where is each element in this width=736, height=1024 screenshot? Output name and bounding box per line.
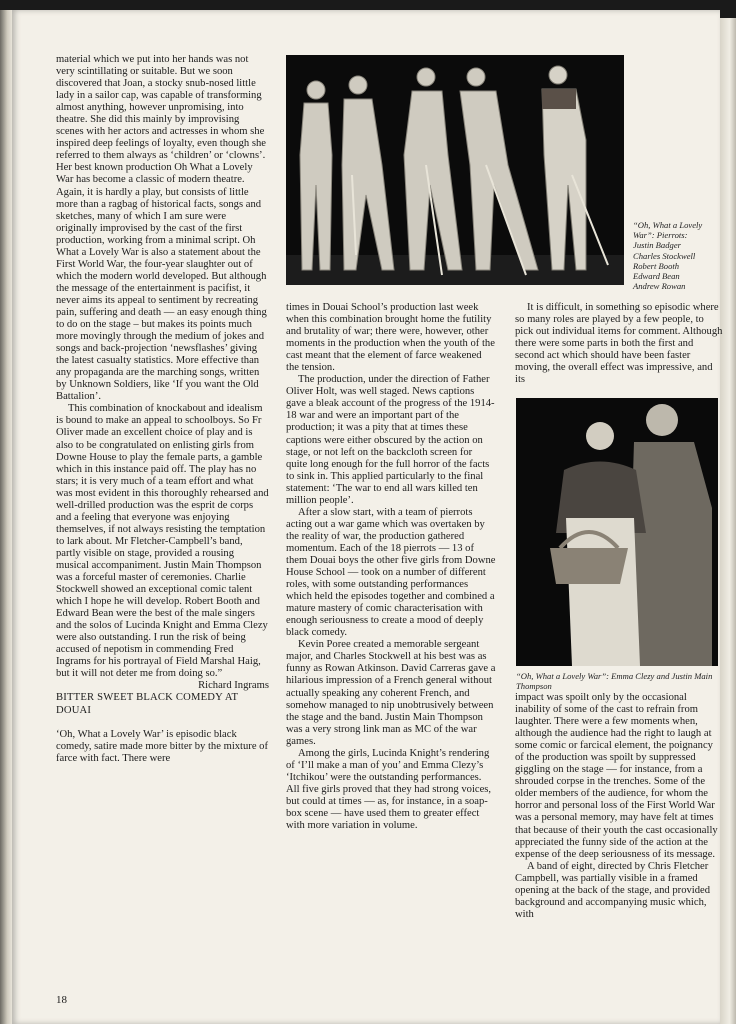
caption-line: Edward Bean [633,271,680,282]
binding-shadow [0,10,12,1024]
caption-line: “Oh, What a Lovely [633,220,703,230]
pierrots-illustration [286,55,624,285]
author-signature: Richard Ingrams [198,680,269,692]
paragraph: This combination of knockabout and idealism is bound to make an appeal to schoolboys. So Fr Oliver made an excellent choice of play and is also to be congratulated on enlisting girls from Downe House to play the female parts, a gamble which in this instance paid off. The play has no stars; it is very much of a team effort and what was most evident in this thoroughly rehearsed and well-drilled production was the esprit de corps and a feeling that everyone was enjoying themselves, if not always resisting the temptation to lark about. Mr Fletcher-Campbell’s band, partly visible on stage, provided a rousing musical accompaniment. Justin Main Thompson was a forceful master of ceremonies. Charlie Stockwell showed an exceptional comic talent which I hope he will develop. Robert Booth and Edward Bean were the best of the male singers and the solos of Lucinda Knight and Emma Clezy were also outstanding. I run the risk of being accused of nepotism in commending Fred Ingrams for his portrayal of Field Marshal Haig, but it will not deter me from doing so.” [56,403,269,680]
photo-caption-pierrots [633,220,719,291]
paragraph: ‘Oh, What a Lovely War’ is episodic black comedy, satire made more bitter by the mixture of farce with fact. There were [56,728,268,764]
couple-illustration [516,398,718,666]
photo-caption-emma-justin: “Oh, What a Lovely War”: Emma Clezy and Justin Main Thompson [516,671,713,692]
column-3-top [515,302,723,386]
caption-line: Andrew Rowan [633,281,686,292]
paragraph: Kevin Poree created a memorable sergeant major, and Charles Stockwell at his best was as funny as Rowan Atkinson. David Carreras gave a hilarious impression of a French general without actually speaking any coherent French, and somehow managed to nip unobtrusively between the stage and the band. Justin Main Thompson was a very strong link man as MC of the war games. [286,639,496,747]
paragraph: It is difficult, in something so episodic where so many roles are played by a few people, to pick out individual items for comment. Although there were some parts in both the first and second act which should have been faster moving, the overall effect was impressive, and its [515,302,723,386]
paragraph: A band of eight, directed by Chris Fletcher Campbell, was partially visible in a framed opening at the back of the stage, and provided background and accompanying music which, with [515,860,711,920]
column-2 [286,302,496,832]
paragraph: After a slow start, with a team of pierrots acting out a war game which was overtaken by the reality of war, the production gathered momentum. Each of the 18 pierrots — 13 of them Douai boys the other five girls from Downe House School — took on a number of different roles, with some outstanding performances which held the episodes together and combined a mature mastery of comic characterisation with enough seriousness to create a mood of deeply black comedy. [286,506,496,639]
photo-pierrots [286,55,624,285]
paragraph: The production, under the direction of Father Oliver Holt, was well staged. News captions gave a bleak account of the progress of the 1914-18 war and were an important part of the production; it was a pity that at times these captions were either obscured by the action on stage, or not left on the backcloth screen for quite long enough for the full horror of the facts to sink in. This applied particularly to the final statement: ‘The war to end all wars killed ten million people’. [286,374,495,506]
photo-emma-justin [516,398,718,666]
column-3-bottom [515,692,723,921]
paragraph: times in Douai School’s production last week when this combination brought home the futility and brutality of war; there were, however, other moments in the production when the youth of the cast meant that the element of farce weakened the tension. [286,302,495,374]
article-heading: BITTER SWEET BLACK COMEDY AT DOUAI [56,692,238,716]
caption-line: War”: Pierrots: [633,230,688,241]
caption-line: Justin Badger [633,240,681,251]
paragraph: impact was spoilt only by the occasional inability of some of the cast to refrain from laughter. There were a few moments when, although the audience had the right to laugh at some comic or farcical element, the poignancy of the production was spoilt by suppressed giggling on the stage — for instance, from a shrouded corpse in the trenches. Some of the older members of the audience, for whom the horror and personal loss of the First World War was a personal memory, may have felt at times that because of their youth the cast occasionally appreciated the funny side of the action at the expense of the deep seriousness of its message. [515,692,718,860]
paragraph: Among the girls, Lucinda Knight’s rendering of ‘I’ll make a man of you’ and Emma Clezy’s ‘Itchikou’ were the outstanding performances. All five girls proved that they had strong voices, but could at times — as, for instance, in a soap-box scene — have used them to greater effect with more variation in volume. [286,747,492,832]
column-1 [56,54,269,765]
caption-line: Robert Booth [633,260,680,271]
page-number: 18 [56,994,67,1006]
caption-line: Charles Stockwell [633,250,696,261]
paragraph: material which we put into her hands was not very scintillating or suitable. But we soon discovered that Joan, a stocky snub-nosed little lady in a sailor cap, was capable of transforming almost anything, however unpromising, into theatre. She did this mainly by improvising scenes with her actors and actresses in whom she inspired deep feelings of loyalty, even though she referred to them always as ‘children’ or ‘clowns’. Her best known production Oh What a Lovely War has become a classic of modern theatre. Again, it is hardly a play, but consists of little more than a ragbag of historical facts, songs and sketches, many of which I am sure were originally improvised by the cast of the first production, working from a minimal script. Oh What a Lovely War is also a statement about the First World War, the four-year slaughter out of which the modern world developed. But although the message of the entertainment is pacifist, it never aims its appeal to sentiment by recreating pain, suffering and death — an easy enough thing to do on the stage – but makes its points much more movingly through the medium of jokes and songs and back-projection ‘newsflashes’ giving the latest casualty statistics. More effective than any propaganda are the marching songs, written by Unknown Soldiers, like ‘If you want the Old Battalion’. [56,54,267,403]
